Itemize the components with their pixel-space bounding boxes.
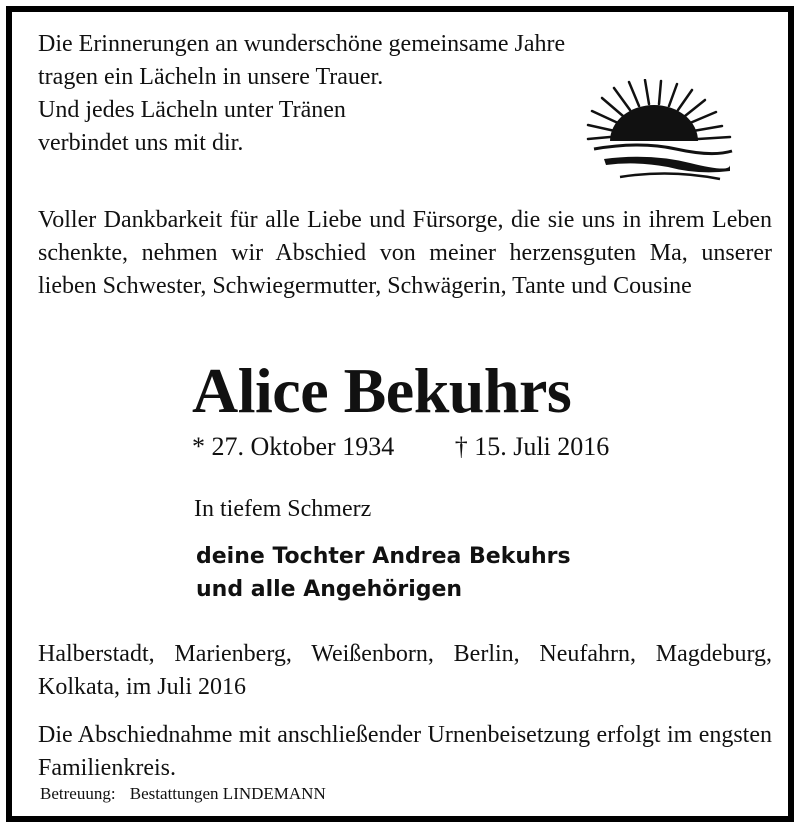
life-dates bbox=[192, 432, 609, 462]
mourners bbox=[196, 540, 571, 606]
mourner-line: deine Tochter Andrea Bekuhrs bbox=[196, 544, 571, 569]
care-value: Bestattungen LINDEMANN bbox=[129, 784, 326, 803]
intro-line: Die Erinnerungen an wunderschöne gemeinsame Jahre bbox=[38, 31, 566, 57]
intro-line: verbindet uns mit dir. bbox=[38, 130, 244, 156]
care-label: Betreuung: bbox=[40, 784, 116, 803]
funeral-home-credit bbox=[40, 784, 326, 804]
mourning-phrase: In tiefem Schmerz bbox=[194, 496, 372, 522]
obituary-frame bbox=[6, 6, 794, 822]
intro-verse bbox=[38, 28, 598, 160]
mourner-line: und alle Angehörigen bbox=[196, 577, 463, 602]
birth-date: * 27. Oktober 1934 bbox=[192, 432, 395, 461]
places-and-date: Halberstadt, Marienberg, Weißenborn, Berlin, Neufahrn, Magdeburg, Kolkata, im Juli 2016 bbox=[38, 641, 772, 700]
deceased-name: Alice Bekuhrs bbox=[192, 355, 572, 426]
dedication-text: Voller Dankbarkeit für alle Liebe und Fürsorge, die sie uns in ihrem Leben schenkte, nehmen wir Abschied von meiner herzensguten Ma, unserer lieben Schwester, Schwiegermutter, Schwägerin, Tante und Cousine bbox=[38, 207, 772, 299]
sunset-icon bbox=[580, 79, 740, 189]
intro-line: Und jedes Lächeln unter Tränen bbox=[38, 97, 346, 123]
farewell-notice: Die Abschiednahme mit anschließender Urnenbeisetzung erfolgt im engsten Familienkreis. bbox=[38, 722, 772, 781]
intro-line: tragen ein Lächeln in unsere Trauer. bbox=[38, 64, 384, 90]
death-date: † 15. Juli 2016 bbox=[454, 432, 610, 461]
